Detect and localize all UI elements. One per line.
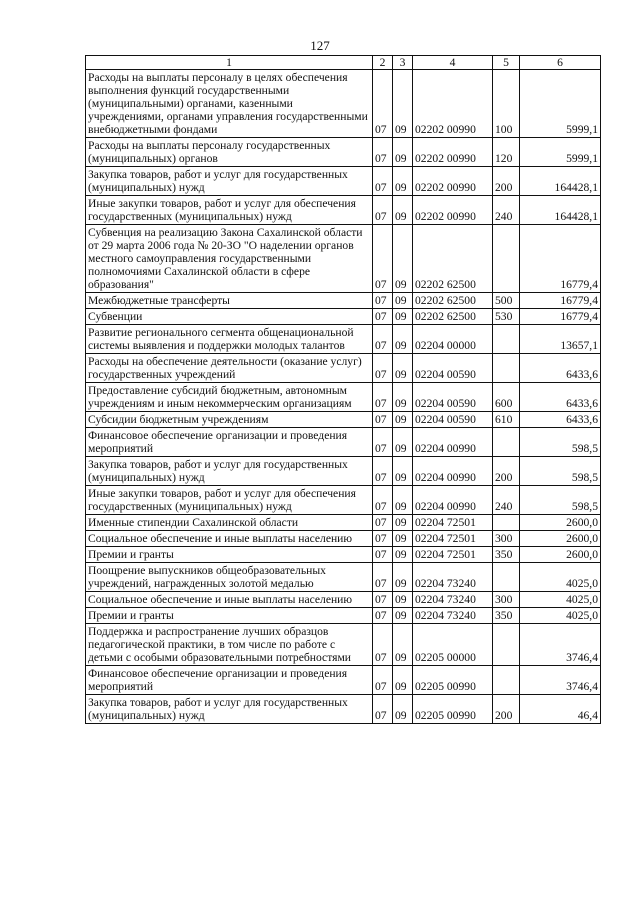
table-header-row bbox=[86, 56, 601, 70]
subsection-code-cell: 09 bbox=[393, 293, 413, 309]
expense-type-cell bbox=[493, 624, 520, 666]
section-code-cell: 07 bbox=[373, 515, 393, 531]
subsection-code-cell: 09 bbox=[393, 428, 413, 457]
target-article-cell: 02202 62500 bbox=[413, 309, 493, 325]
subsection-code-cell: 09 bbox=[393, 531, 413, 547]
section-code-cell: 07 bbox=[373, 547, 393, 563]
amount-cell: 6433,6 bbox=[520, 383, 601, 412]
section-code-cell: 07 bbox=[373, 354, 393, 383]
expense-name-cell: Субсидии бюджетным учреждениям bbox=[86, 412, 373, 428]
subsection-code-cell: 09 bbox=[393, 515, 413, 531]
target-article-cell: 02204 72501 bbox=[413, 531, 493, 547]
expense-name-cell: Предоставление субсидий бюджетным, автономным учреждениям и иным некоммерческим организациям bbox=[86, 383, 373, 412]
subsection-code-cell: 09 bbox=[393, 354, 413, 383]
table-row bbox=[86, 354, 601, 383]
table-row bbox=[86, 457, 601, 486]
expense-name-cell: Поощрение выпускников общеобразовательных учреждений, награжденных золотой медалью bbox=[86, 563, 373, 592]
column-header: 3 bbox=[393, 56, 413, 70]
table-row bbox=[86, 531, 601, 547]
amount-cell: 5999,1 bbox=[520, 138, 601, 167]
section-code-cell: 07 bbox=[373, 167, 393, 196]
expense-type-cell: 240 bbox=[493, 486, 520, 515]
table-row bbox=[86, 592, 601, 608]
expense-type-cell: 200 bbox=[493, 695, 520, 724]
column-header: 1 bbox=[86, 56, 373, 70]
section-code-cell: 07 bbox=[373, 225, 393, 293]
table-row bbox=[86, 563, 601, 592]
table-row bbox=[86, 293, 601, 309]
table-row bbox=[86, 138, 601, 167]
subsection-code-cell: 09 bbox=[393, 412, 413, 428]
table-row bbox=[86, 309, 601, 325]
table-row bbox=[86, 428, 601, 457]
subsection-code-cell: 09 bbox=[393, 167, 413, 196]
section-code-cell: 07 bbox=[373, 563, 393, 592]
section-code-cell: 07 bbox=[373, 196, 393, 225]
expense-type-cell bbox=[493, 428, 520, 457]
expense-type-cell: 350 bbox=[493, 608, 520, 624]
column-header: 5 bbox=[493, 56, 520, 70]
expense-name-cell: Развитие регионального сегмента общенациональной системы выявления и поддержки молодых талантов bbox=[86, 325, 373, 354]
amount-cell: 3746,4 bbox=[520, 666, 601, 695]
amount-cell: 6433,6 bbox=[520, 412, 601, 428]
section-code-cell: 07 bbox=[373, 531, 393, 547]
section-code-cell: 07 bbox=[373, 608, 393, 624]
subsection-code-cell: 09 bbox=[393, 309, 413, 325]
expense-name-cell: Закупка товаров, работ и услуг для государственных (муниципальных) нужд bbox=[86, 695, 373, 724]
subsection-code-cell: 09 bbox=[393, 457, 413, 486]
table-row bbox=[86, 412, 601, 428]
expense-name-cell: Социальное обеспечение и иные выплаты населению bbox=[86, 531, 373, 547]
table-row bbox=[86, 486, 601, 515]
section-code-cell: 07 bbox=[373, 412, 393, 428]
amount-cell: 2600,0 bbox=[520, 547, 601, 563]
target-article-cell: 02204 00990 bbox=[413, 457, 493, 486]
target-article-cell: 02205 00000 bbox=[413, 624, 493, 666]
expense-type-cell: 610 bbox=[493, 412, 520, 428]
subsection-code-cell: 09 bbox=[393, 695, 413, 724]
table-row bbox=[86, 383, 601, 412]
subsection-code-cell: 09 bbox=[393, 325, 413, 354]
section-code-cell: 07 bbox=[373, 309, 393, 325]
amount-cell: 5999,1 bbox=[520, 70, 601, 138]
expense-name-cell: Расходы на выплаты персоналу в целях обеспечения выполнения функций государственными (муниципальными) органами, казенными учреждениями, органами управления государственными внебюджетными фондами bbox=[86, 70, 373, 138]
amount-cell: 598,5 bbox=[520, 428, 601, 457]
table-row bbox=[86, 196, 601, 225]
amount-cell: 6433,6 bbox=[520, 354, 601, 383]
amount-cell: 164428,1 bbox=[520, 167, 601, 196]
target-article-cell: 02204 72501 bbox=[413, 547, 493, 563]
section-code-cell: 07 bbox=[373, 624, 393, 666]
budget-table bbox=[85, 55, 601, 724]
subsection-code-cell: 09 bbox=[393, 486, 413, 515]
amount-cell: 13657,1 bbox=[520, 325, 601, 354]
expense-type-cell: 530 bbox=[493, 309, 520, 325]
amount-cell: 598,5 bbox=[520, 457, 601, 486]
target-article-cell: 02202 00990 bbox=[413, 70, 493, 138]
target-article-cell: 02202 62500 bbox=[413, 293, 493, 309]
subsection-code-cell: 09 bbox=[393, 196, 413, 225]
expense-type-cell: 120 bbox=[493, 138, 520, 167]
expense-type-cell: 500 bbox=[493, 293, 520, 309]
table-row bbox=[86, 325, 601, 354]
expense-name-cell: Именные стипендии Сахалинской области bbox=[86, 515, 373, 531]
subsection-code-cell: 09 bbox=[393, 624, 413, 666]
expense-type-cell: 240 bbox=[493, 196, 520, 225]
amount-cell: 16779,4 bbox=[520, 309, 601, 325]
subsection-code-cell: 09 bbox=[393, 383, 413, 412]
table-row bbox=[86, 608, 601, 624]
amount-cell: 4025,0 bbox=[520, 608, 601, 624]
expense-type-cell: 300 bbox=[493, 592, 520, 608]
target-article-cell: 02204 00990 bbox=[413, 486, 493, 515]
page-number: 127 bbox=[310, 38, 330, 53]
amount-cell: 2600,0 bbox=[520, 531, 601, 547]
table-row bbox=[86, 167, 601, 196]
section-code-cell: 07 bbox=[373, 695, 393, 724]
column-header: 2 bbox=[373, 56, 393, 70]
target-article-cell: 02204 00590 bbox=[413, 412, 493, 428]
expense-name-cell: Субвенция на реализацию Закона Сахалинской области от 29 марта 2006 года № 20-ЗО "О наделении органов местного самоуправления государственными полномочиями Сахалинской области в сфере образования" bbox=[86, 225, 373, 293]
subsection-code-cell: 09 bbox=[393, 225, 413, 293]
expense-name-cell: Поддержка и распространение лучших образцов педагогической практики, в том числе по работе с детьми с особыми образовательными потребностями bbox=[86, 624, 373, 666]
target-article-cell: 02204 00590 bbox=[413, 383, 493, 412]
expense-name-cell: Социальное обеспечение и иные выплаты населению bbox=[86, 592, 373, 608]
table-row bbox=[86, 695, 601, 724]
section-code-cell: 07 bbox=[373, 138, 393, 167]
expense-name-cell: Закупка товаров, работ и услуг для государственных (муниципальных) нужд bbox=[86, 457, 373, 486]
target-article-cell: 02204 00000 bbox=[413, 325, 493, 354]
expense-name-cell: Субвенции bbox=[86, 309, 373, 325]
subsection-code-cell: 09 bbox=[393, 592, 413, 608]
section-code-cell: 07 bbox=[373, 293, 393, 309]
target-article-cell: 02205 00990 bbox=[413, 695, 493, 724]
section-code-cell: 07 bbox=[373, 428, 393, 457]
amount-cell: 16779,4 bbox=[520, 225, 601, 293]
table-row bbox=[86, 225, 601, 293]
expense-type-cell: 350 bbox=[493, 547, 520, 563]
expense-type-cell bbox=[493, 354, 520, 383]
expense-name-cell: Иные закупки товаров, работ и услуг для обеспечения государственных (муниципальных) нужд bbox=[86, 486, 373, 515]
expense-type-cell: 100 bbox=[493, 70, 520, 138]
amount-cell: 2600,0 bbox=[520, 515, 601, 531]
amount-cell: 3746,4 bbox=[520, 624, 601, 666]
section-code-cell: 07 bbox=[373, 592, 393, 608]
subsection-code-cell: 09 bbox=[393, 547, 413, 563]
amount-cell: 4025,0 bbox=[520, 592, 601, 608]
table-row bbox=[86, 70, 601, 138]
section-code-cell: 07 bbox=[373, 70, 393, 138]
section-code-cell: 07 bbox=[373, 325, 393, 354]
expense-name-cell: Премии и гранты bbox=[86, 547, 373, 563]
target-article-cell: 02202 62500 bbox=[413, 225, 493, 293]
target-article-cell: 02204 73240 bbox=[413, 608, 493, 624]
target-article-cell: 02202 00990 bbox=[413, 167, 493, 196]
section-code-cell: 07 bbox=[373, 383, 393, 412]
target-article-cell: 02202 00990 bbox=[413, 196, 493, 225]
expense-name-cell: Премии и гранты bbox=[86, 608, 373, 624]
amount-cell: 164428,1 bbox=[520, 196, 601, 225]
target-article-cell: 02202 00990 bbox=[413, 138, 493, 167]
expense-type-cell bbox=[493, 666, 520, 695]
subsection-code-cell: 09 bbox=[393, 608, 413, 624]
expense-name-cell: Иные закупки товаров, работ и услуг для обеспечения государственных (муниципальных) нужд bbox=[86, 196, 373, 225]
subsection-code-cell: 09 bbox=[393, 70, 413, 138]
table-row bbox=[86, 515, 601, 531]
target-article-cell: 02204 00590 bbox=[413, 354, 493, 383]
expense-name-cell: Финансовое обеспечение организации и проведения мероприятий bbox=[86, 428, 373, 457]
subsection-code-cell: 09 bbox=[393, 563, 413, 592]
table-row bbox=[86, 547, 601, 563]
expense-type-cell bbox=[493, 563, 520, 592]
target-article-cell: 02204 00990 bbox=[413, 428, 493, 457]
expense-type-cell: 200 bbox=[493, 167, 520, 196]
table-row bbox=[86, 624, 601, 666]
amount-cell: 598,5 bbox=[520, 486, 601, 515]
amount-cell: 16779,4 bbox=[520, 293, 601, 309]
target-article-cell: 02205 00990 bbox=[413, 666, 493, 695]
target-article-cell: 02204 73240 bbox=[413, 592, 493, 608]
column-header: 4 bbox=[413, 56, 493, 70]
section-code-cell: 07 bbox=[373, 666, 393, 695]
section-code-cell: 07 bbox=[373, 486, 393, 515]
subsection-code-cell: 09 bbox=[393, 138, 413, 167]
subsection-code-cell: 09 bbox=[393, 666, 413, 695]
expense-type-cell: 600 bbox=[493, 383, 520, 412]
expense-name-cell: Финансовое обеспечение организации и проведения мероприятий bbox=[86, 666, 373, 695]
target-article-cell: 02204 73240 bbox=[413, 563, 493, 592]
expense-type-cell bbox=[493, 325, 520, 354]
expense-type-cell bbox=[493, 225, 520, 293]
amount-cell: 4025,0 bbox=[520, 563, 601, 592]
expense-type-cell: 300 bbox=[493, 531, 520, 547]
column-header: 6 bbox=[520, 56, 601, 70]
expense-type-cell bbox=[493, 515, 520, 531]
expense-name-cell: Расходы на обеспечение деятельности (оказание услуг) государственных учреждений bbox=[86, 354, 373, 383]
expense-type-cell: 200 bbox=[493, 457, 520, 486]
section-code-cell: 07 bbox=[373, 457, 393, 486]
target-article-cell: 02204 72501 bbox=[413, 515, 493, 531]
expense-name-cell: Межбюджетные трансферты bbox=[86, 293, 373, 309]
expense-name-cell: Закупка товаров, работ и услуг для государственных (муниципальных) нужд bbox=[86, 167, 373, 196]
amount-cell: 46,4 bbox=[520, 695, 601, 724]
table-row bbox=[86, 666, 601, 695]
expense-name-cell: Расходы на выплаты персоналу государственных (муниципальных) органов bbox=[86, 138, 373, 167]
